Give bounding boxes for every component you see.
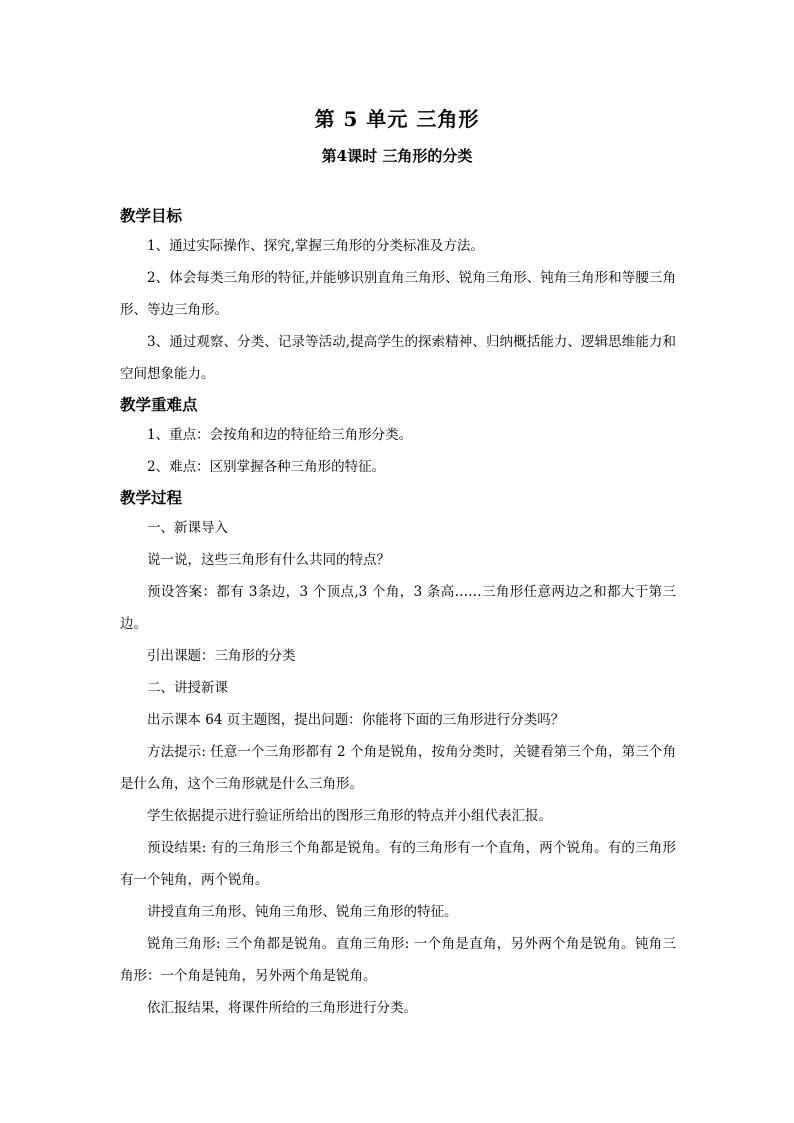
process-item: 说一说，这些三角形有什么共同的特点？ [147, 552, 390, 568]
goal-item: 3、通过观察、分类、记录等活动,提高学生的探索精神、归纳概括能力、逻辑思维能力和空间想象能力。 [120, 334, 676, 382]
process-item: 一、新课导入 [147, 520, 228, 536]
process-item: 预设结果: 有的三角形三个角都是锐角。有的三角形有一个直角，两个锐角。有的三角形有一个钝角，两个锐角。 [120, 840, 676, 888]
section-heading-goals: 教学目标 [120, 206, 183, 225]
document-title: 第 5 单元 三角形 [314, 107, 480, 131]
process-item: 锐角三角形: 三个角都是锐角。直角三角形: 一个角是直角，另外两个角是锐角。钝角三角形：一个角是钝角，另外两个角是锐角。 [120, 936, 676, 984]
document-subtitle: 第4课时 三角形的分类 [321, 147, 473, 165]
document-body [120, 205, 676, 1024]
key-point-item: 2、难点：区别掌握各种三角形的特征。 [147, 459, 386, 475]
goal-item: 2、体会每类三角形的特征,并能够识别直角三角形、锐角三角形、钝角三角形和等腰三角形、等边三角形。 [120, 270, 676, 318]
process-item: 方法提示: 任意一个三角形都有 2 个角是锐角，按角分类时，关键看第三个角，第三个角是什么角，这个三角形就是什么三角形。 [120, 744, 676, 792]
key-point-item: 1、重点：会按角和边的特征给三角形分类。 [147, 427, 413, 443]
process-item: 学生依据提示进行验证所给出的图形三角形的特点并小组代表汇报。 [147, 808, 552, 824]
section-heading-process: 教学过程 [120, 488, 183, 507]
goal-item: 1、通过实际操作、探究,掌握三角形的分类标准及方法。 [147, 238, 484, 254]
process-item: 讲授直角三角形、钝角三角形、锐角三角形的特征。 [147, 904, 458, 920]
section-heading-key-points: 教学重难点 [120, 395, 198, 414]
process-item: 依汇报结果，将课件所给的三角形进行分类。 [147, 1000, 417, 1016]
process-item: 引出课题：三角形的分类 [147, 648, 296, 664]
process-item: 预设答案：都有 3条边，3 个顶点,3 个角，3 条高……三角形任意两边之和都大于第三边。 [120, 584, 676, 632]
process-item: 出示课本 64 页主题图，提出问题：你能将下面的三角形进行分类吗？ [147, 712, 565, 728]
process-item: 二、讲授新课 [147, 680, 228, 696]
